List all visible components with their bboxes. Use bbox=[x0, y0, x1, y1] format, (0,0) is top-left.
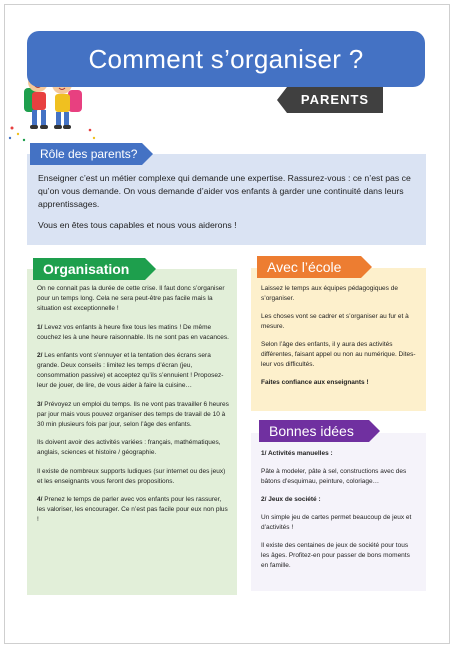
ecole-paragraph-2: Les choses vont se cadrer et s’organiser au fur et à mesure. bbox=[261, 313, 409, 330]
point-number: 1/ bbox=[37, 323, 43, 331]
idees-subheading-1 bbox=[261, 449, 418, 459]
ecole-heading-tag bbox=[257, 256, 361, 278]
organisation-supports: Il existe de nombreux supports ludiques (sur internet ou des jeux) et les enseignants vous feront des propositions. bbox=[37, 467, 226, 485]
arrow-icon bbox=[142, 143, 153, 165]
organisation-intro: On ne connait pas la durée de cette crise. Il faut donc s’organiser pour un temps long. Cela ne sera peut-être pas facile mais la situation est exceptionnelle ! bbox=[37, 285, 225, 312]
idees-subheading-text: 2/ Jeux de société : bbox=[261, 496, 321, 503]
ecole-emphasis: Faites confiance aux enseignants ! bbox=[261, 379, 369, 386]
idees-subheading-text: 1/ Activités manuelles : bbox=[261, 450, 333, 457]
organisation-heading-tag bbox=[33, 258, 145, 280]
idees-paragraph-3: Il existe des centaines de jeux de société pour tous les âges. Profitez-en pour passer de bons moments en famille. bbox=[261, 542, 410, 569]
ecole-paragraph-4 bbox=[261, 378, 418, 388]
idees-paragraph-2: Un simple jeu de cartes permet beaucoup de jeux et d’activités ! bbox=[261, 514, 412, 531]
organisation-point-1 bbox=[37, 323, 229, 343]
page-title: Comment s’organiser ? bbox=[27, 31, 425, 87]
role-heading-tag bbox=[30, 143, 142, 165]
role-section bbox=[27, 154, 426, 245]
ecole-paragraph-1: Laissez le temps aux équipes pédagogiques de s’organiser. bbox=[261, 285, 398, 302]
organisation-heading: Organisation bbox=[43, 261, 130, 277]
role-paragraph-1: Enseigner c’est un métier complexe qui demande une expertise. Rassurez-vous : ce n’est pas ce qu’on vous demande. On vous demande d’aider vos enfants à garder une continuité dans leurs apprentissages. bbox=[38, 173, 411, 209]
point-text: Prenez le temps de parler avec vos enfants pour les rassurer, les valoriser, les encourager. Ce n’est pas facile pour eux non plus ! bbox=[37, 496, 228, 523]
organisation-activities: Ils doivent avoir des activités variées : français, mathématiques, anglais, sciences et histoire / géographie. bbox=[37, 439, 221, 456]
arrow-icon bbox=[361, 256, 372, 278]
role-heading: Rôle des parents? bbox=[40, 147, 138, 161]
audience-tag: PARENTS bbox=[287, 87, 383, 113]
organisation-point-2 bbox=[37, 351, 229, 391]
role-paragraph-2: Vous en êtes tous capables et nous vous aiderons ! bbox=[38, 220, 237, 230]
organisation-point-3 bbox=[37, 400, 229, 430]
idees-subheading-2 bbox=[261, 495, 418, 505]
point-number: 4/ bbox=[37, 496, 43, 503]
idees-heading: Bonnes idées bbox=[269, 423, 354, 439]
point-text: Les enfants vont s’ennuyer et la tentation des écrans sera grande. Deux conseils : limitez les temps d’écran (jeu, consommation passive) et acceptez qu’ils s’ennuient ! Proposez-leur de jouer, de lire, de vous aider à faire la cuisine… bbox=[37, 352, 224, 389]
idees-heading-tag bbox=[259, 420, 369, 442]
ecole-heading: Avec l’école bbox=[267, 259, 342, 275]
idees-section bbox=[251, 433, 426, 591]
ecole-section bbox=[251, 268, 426, 411]
arrow-icon bbox=[369, 420, 380, 442]
idees-paragraph-1: Pâte à modeler, pâte à sel, constructions avec des bâtons d’esquimau, peinture, coloriage… bbox=[261, 468, 407, 485]
point-number: 2/ bbox=[37, 352, 43, 359]
point-text: Prévoyez un emploi du temps. Ils ne vont pas travailler 6 heures par jour mais vous pouvez organiser des temps de travail de 10 à 30 min plusieurs fois par jour, selon l’âge des enfants. bbox=[37, 400, 229, 428]
point-text: Levez vos enfants à heure fixe tous les matins ! De même couchez les à une heure raisonnable. Ils ne sont pas en vacances. bbox=[37, 323, 229, 341]
organisation-point-4 bbox=[37, 495, 229, 525]
ecole-paragraph-3: Selon l’âge des enfants, il y aura des activités différentes, faisant appel ou non au numérique. Dites-leur vos difficultés. bbox=[261, 341, 416, 368]
arrow-icon bbox=[145, 258, 156, 280]
point-number: 3/ bbox=[37, 400, 43, 408]
organisation-section bbox=[27, 269, 237, 595]
